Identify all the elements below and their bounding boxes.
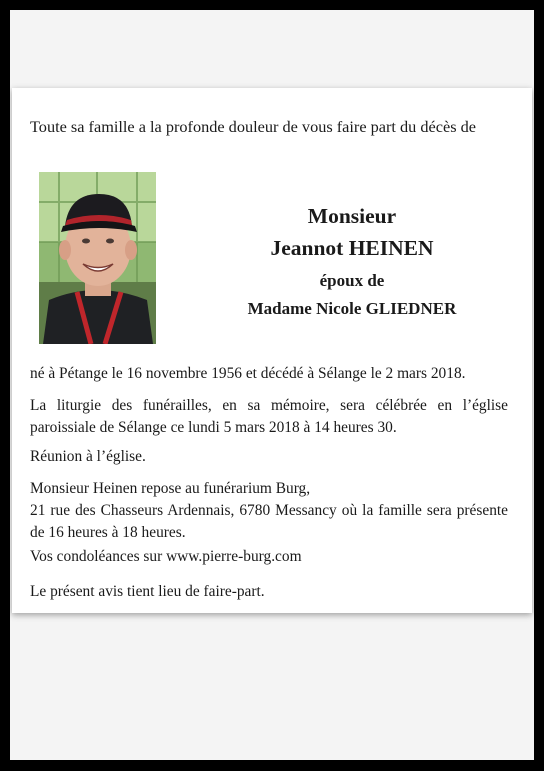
liturgy-text: La liturgie des funérailles, en sa mémoire, sera célébrée en l’église paroissiale de Sélange ce lundi 5 mars 2018 à 14 heures 30. [30, 397, 508, 436]
intro-text: Toute sa famille a la profonde douleur de vous faire part du décès de [30, 117, 476, 136]
deceased-name: Jeannot HEINEN [270, 236, 434, 260]
rest-location-line: Monsieur Heinen repose au funérarium Burg, [30, 480, 311, 497]
spouse-name: Madame Nicole GLIEDNER [247, 299, 457, 318]
spouse-label: époux de [319, 271, 385, 290]
closing-text: Le présent avis tient lieu de faire-part. [30, 583, 265, 600]
obituary-notice [12, 88, 532, 613]
honorific: Monsieur [307, 204, 397, 228]
condolences-text: Vos condoléances sur www.pierre-burg.com [30, 548, 302, 565]
rest-address-text: 21 rue des Chasseurs Ardennais, 6780 Messancy où la famille sera présente de 16 heures à 18 heures. [30, 502, 508, 541]
birth-death-text: né à Pétange le 16 novembre 1956 et décédé à Sélange le 2 mars 2018. [30, 365, 466, 382]
portrait-photo [39, 172, 156, 344]
deceased-name-block [202, 200, 502, 323]
reunion-text: Réunion à l’église. [30, 448, 146, 465]
